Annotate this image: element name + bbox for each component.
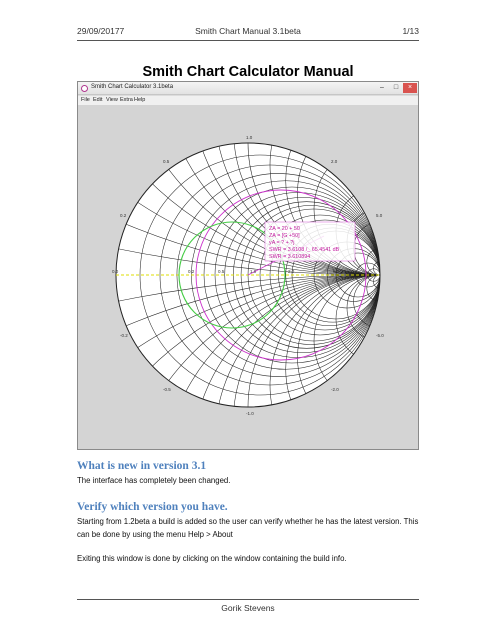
scale-label: -1.0 (246, 411, 254, 416)
scale-label: 0.5 (218, 269, 225, 274)
readout-line: ZA = [G +50] (269, 233, 300, 239)
scale-label: 0.0 (112, 269, 119, 274)
scale-label: 1.0 (246, 135, 253, 140)
scale-label: -0.2 (120, 333, 128, 338)
scale-label: 0.5 (163, 159, 170, 164)
header-divider (77, 40, 419, 41)
menu-file: File (81, 97, 90, 103)
whats-new-text: The interface has completely been changed. (77, 476, 231, 485)
scale-label: 5.0 (333, 269, 340, 274)
header-page-number: 1/13 (402, 26, 419, 36)
footer-author: Gorik Stevens (221, 603, 275, 613)
readout-line: yA = ? + ?j (269, 240, 295, 246)
scale-label: 2.0 (288, 269, 295, 274)
verify-version-text: Starting from 1.2beta a build is added so the user can verify whether he has the latest version. This can be done by using the menu Help > About (77, 517, 419, 539)
header-date: 29/09/20177 (77, 26, 125, 36)
scale-label: 0.2 (188, 269, 195, 274)
scale-label: 5.0 (376, 213, 383, 218)
smith-chart (78, 105, 418, 449)
section-heading-whats-new: What is new in version 3.1 (77, 460, 207, 472)
readout-line: SWR = 3.6108 /_ 65.4541 dB (269, 247, 340, 253)
menu-help: Help (134, 97, 146, 103)
footer-divider (77, 599, 419, 600)
readout-line: SWR = 3.610894 (269, 254, 311, 260)
scale-label: -0.5 (163, 387, 171, 392)
app-window-screenshot (77, 81, 419, 450)
page-header (77, 26, 419, 40)
menu-view: View (106, 97, 118, 103)
scale-label: 1.0 (250, 269, 257, 274)
minimize-icon: – (380, 84, 384, 91)
menu-extra: Extra (120, 97, 133, 103)
window-title: Smith Chart Calculator 3.1beta (91, 84, 174, 90)
window-menubar (78, 96, 418, 105)
scale-label: 2.0 (331, 159, 338, 164)
scale-label: 0.2 (120, 213, 127, 218)
exit-window-text: Exiting this window is done by clicking on the window containing the build info. (77, 554, 347, 563)
header-title: Smith Chart Manual 3.1beta (195, 26, 301, 36)
menu-edit: Edit (93, 97, 103, 103)
section-heading-verify-version: Verify which version you have. (77, 501, 228, 513)
scale-label: -2.0 (331, 387, 339, 392)
scale-label: -5.0 (376, 333, 384, 338)
document-title: Smith Chart Calculator Manual (142, 64, 354, 80)
smith-chart-canvas (78, 105, 418, 449)
smith-chart-app-icon (81, 85, 88, 92)
maximize-icon: □ (393, 84, 399, 91)
window-titlebar (78, 82, 418, 95)
close-icon: × (403, 83, 417, 93)
readout-line: ZA = 20 + 50 (269, 226, 300, 232)
